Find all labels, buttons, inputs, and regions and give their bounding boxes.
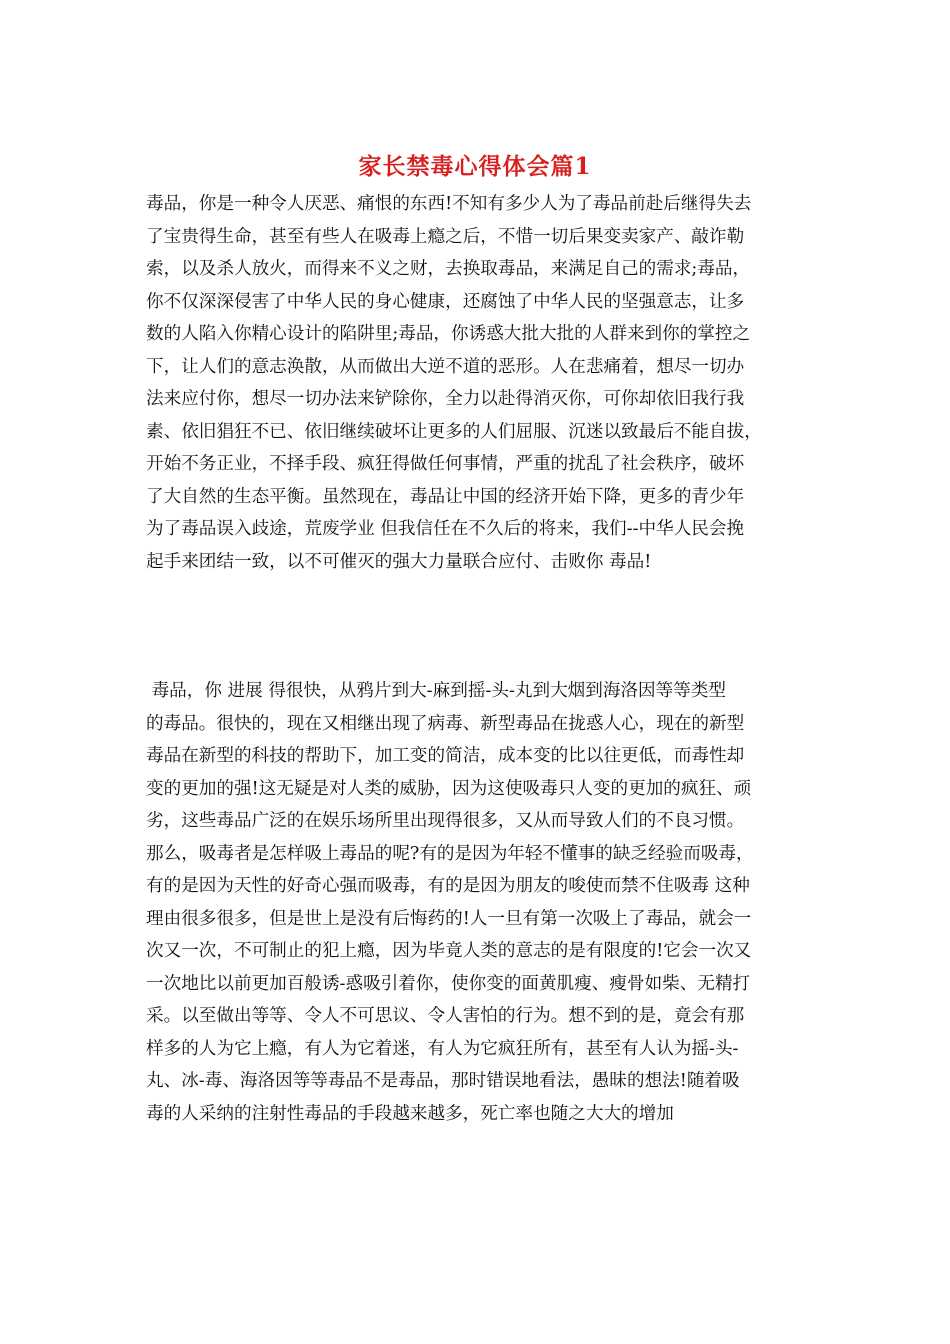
paragraph-line: 素、依旧猖狂不已、依旧继续破坏让更多的人们屈服、沉迷以致最后不能自拔， (146, 421, 762, 442)
paragraph-line: 的毒品。很快的，现在又相继出现了病毒、新型毒品在拢惑人心，现在的新型 (146, 713, 745, 734)
paragraph-line: 了大自然的生态平衡。虽然现在，毒品让中国的经济开始下降，更多的青少年 (146, 486, 745, 507)
paragraph-line: 毒品在新型的科技的帮助下，加工变的简洁，成本变的比以往更低，而毒性却 (146, 746, 745, 766)
paragraph-line: 起手来团结一致，以不可催灭的强大力量联合应付、击败你 毒品! (146, 551, 652, 572)
paragraph-line: 开始不务正业，不择手段、疯狂得做任何事情，严重的扰乱了社会秩序，破坏 (146, 454, 745, 474)
paragraph-line: 法来应付你，想尽一切办法来铲除你，全力以赴得消灭你，可你却依旧我行我 (146, 389, 745, 409)
document-title: 家长禁毒心得体会篇1 (358, 153, 592, 180)
paragraph-line: 丸、冰-毒、海洛因等等毒品不是毒品，那时错误地看法，愚昧的想法!随着吸 (146, 1071, 740, 1091)
paragraph-line: 理由很多很多，但是世上是没有后悔药的!人一旦有第一次吸上了毒品，就会一 (146, 908, 752, 929)
paragraph-line: 毒品，你是一种令人厌恶、痛恨的东西!不知有多少人为了毒品前赴后继得失去 (146, 194, 752, 214)
paragraph-line: 那么，吸毒者是怎样吸上毒品的呢?有的是因为年轻不懂事的缺乏经验而吸毒， (146, 843, 754, 864)
paragraph-line: 采。以至做出等等、令人不可思议、令人害怕的行为。想不到的是，竟会有那 (146, 1006, 745, 1026)
paragraph-line: 劣，这些毒品广泛的在娱乐场所里出现得很多，又从而导致人们的不良习惯。 (146, 811, 745, 831)
paragraph-line: 数的人陷入你精心设计的陷阱里;毒品，你诱惑大批大批的人群来到你的掌控之 (146, 324, 751, 344)
paragraph-line: 索，以及杀人放火，而得来不义之财，去换取毒品，来满足自己的需求;毒品， (146, 259, 751, 279)
paragraph-line: 一次地比以前更加百般诱-惑吸引着你，使你变的面黄肌瘦、瘦骨如柴、无精打 (146, 973, 751, 994)
paragraph-line: 有的是因为天性的好奇心强而吸毒，有的是因为朋友的唆使而禁不住吸毒 这种 (146, 876, 750, 896)
paragraph-line: 变的更加的强!这无疑是对人类的威胁，因为这使吸毒只人变的更加的疯狂、顽 (146, 778, 752, 799)
paragraph-line: 为了毒品误入歧途，荒废学业 但我信任在不久后的将来，我们--中华人民会挽 (146, 519, 745, 539)
paragraph-line: 毒的人采纳的注射性毒品的手段越来越多，死亡率也随之大大的增加 (146, 1103, 674, 1124)
paragraph-line: 你不仅深深侵害了中华人民的身心健康，还腐蚀了中华人民的坚强意志，让多 (146, 291, 745, 312)
paragraph-1 (146, 188, 810, 578)
paragraph-2 (146, 675, 810, 1130)
paragraph-line: 了宝贵得生命，甚至有些人在吸毒上瘾之后，不惜一切后果变卖家产、敲诈勒 (146, 226, 745, 247)
paragraph-line: 下，让人们的意志涣散，从而做出大逆不道的恶形。人在悲痛着，想尽一切办 (146, 356, 745, 377)
paragraph-line: 毒品，你 进展 得很快，从鸦片到大-麻到摇-头-丸到大烟到海洛因等等类型 (146, 681, 727, 701)
paragraph-line: 次又一次，不可制止的犯上瘾，因为毕竟人类的意志的是有限度的!它会一次又 (146, 941, 752, 961)
paragraph-line: 样多的人为它上瘾，有人为它着迷，有人为它疯狂所有，甚至有人认为摇-头- (146, 1038, 739, 1059)
